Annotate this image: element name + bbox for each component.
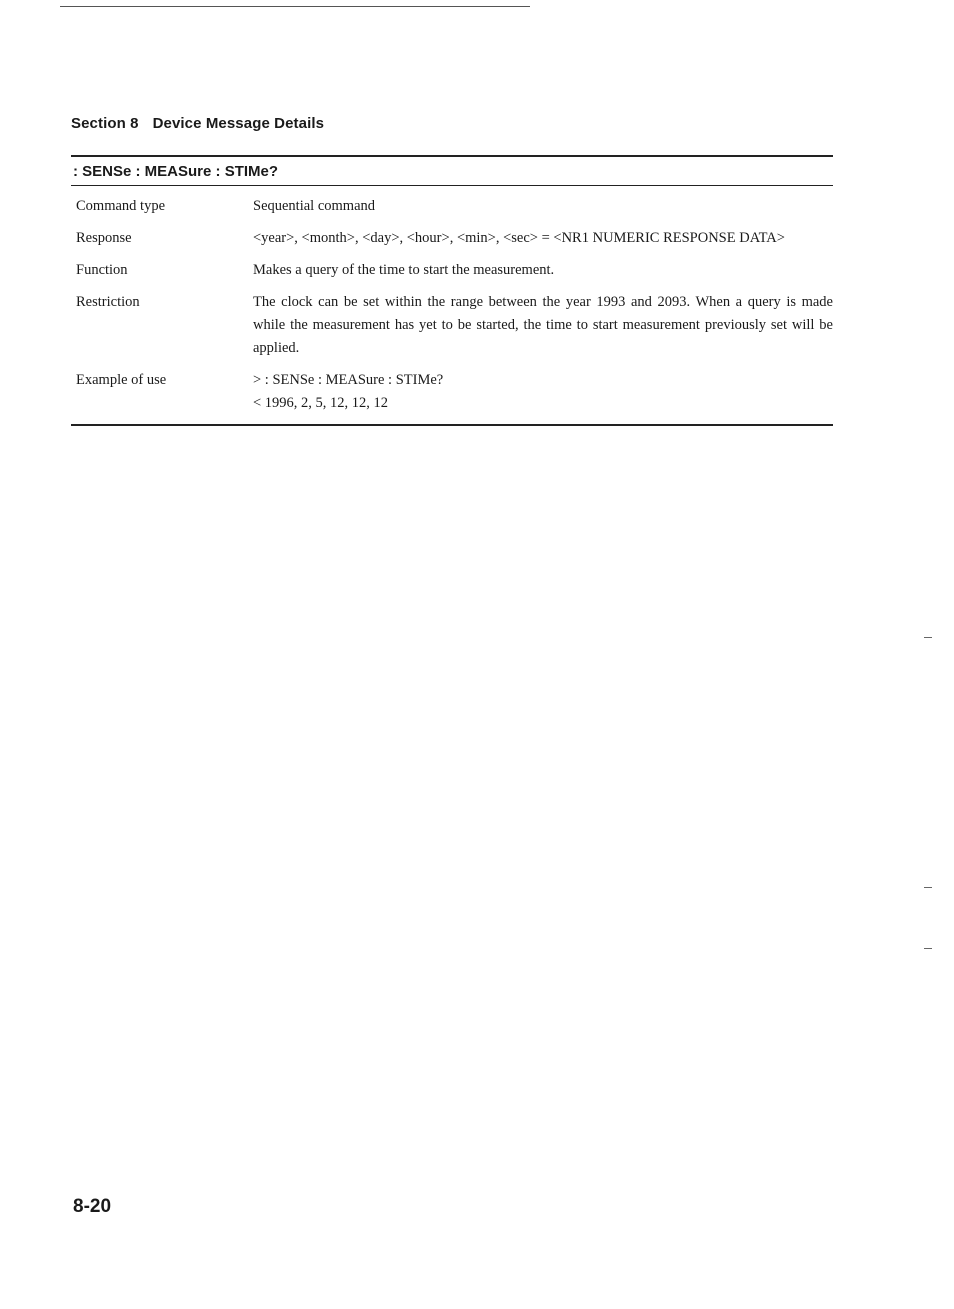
detail-value-line: Sequential command — [253, 198, 376, 214]
detail-value-line: > : SENSe : MEASure : STIMe? — [253, 372, 444, 388]
command-block — [71, 155, 833, 426]
detail-value — [253, 259, 833, 282]
detail-row-command-type — [71, 195, 833, 218]
section-number: Section 8 — [71, 115, 139, 132]
detail-value — [253, 291, 833, 360]
detail-label: Restriction — [76, 294, 140, 310]
detail-value — [253, 227, 833, 250]
section-title: Device Message Details — [152, 115, 325, 132]
detail-value-line: <year>, <month>, <day>, <hour>, <min>, <sec> = <NR1 NUMERIC RESPONSE DATA> — [253, 230, 785, 246]
detail-label: Function — [76, 262, 128, 278]
detail-value-line: < 1996, 2, 5, 12, 12, 12 — [253, 395, 389, 411]
detail-value-line: Makes a query of the time to start the measurement. — [253, 262, 555, 278]
detail-row-restriction — [71, 291, 833, 360]
detail-row-function — [71, 259, 833, 282]
margin-mark — [924, 948, 932, 949]
section-header — [71, 115, 324, 132]
detail-label: Command type — [76, 198, 166, 214]
detail-value — [253, 195, 833, 218]
detail-value-line: The clock can be set within the range between the year 1993 and 2093. When a query is made while the measurement has yet to be started, the time to start measurement previously set will be applied. — [253, 294, 833, 356]
detail-label: Example of use — [76, 372, 167, 388]
margin-mark — [924, 887, 932, 888]
command-bottom-rule — [71, 424, 833, 426]
detail-row-response — [71, 227, 833, 250]
detail-value — [253, 369, 833, 415]
page-number: 8-20 — [73, 1196, 112, 1217]
detail-row-example — [71, 369, 833, 415]
detail-label: Response — [76, 230, 132, 246]
command-details — [71, 186, 833, 415]
margin-mark — [924, 637, 932, 638]
top-rule — [60, 6, 530, 7]
command-title: : SENSe : MEASure : STIMe? — [73, 163, 279, 180]
